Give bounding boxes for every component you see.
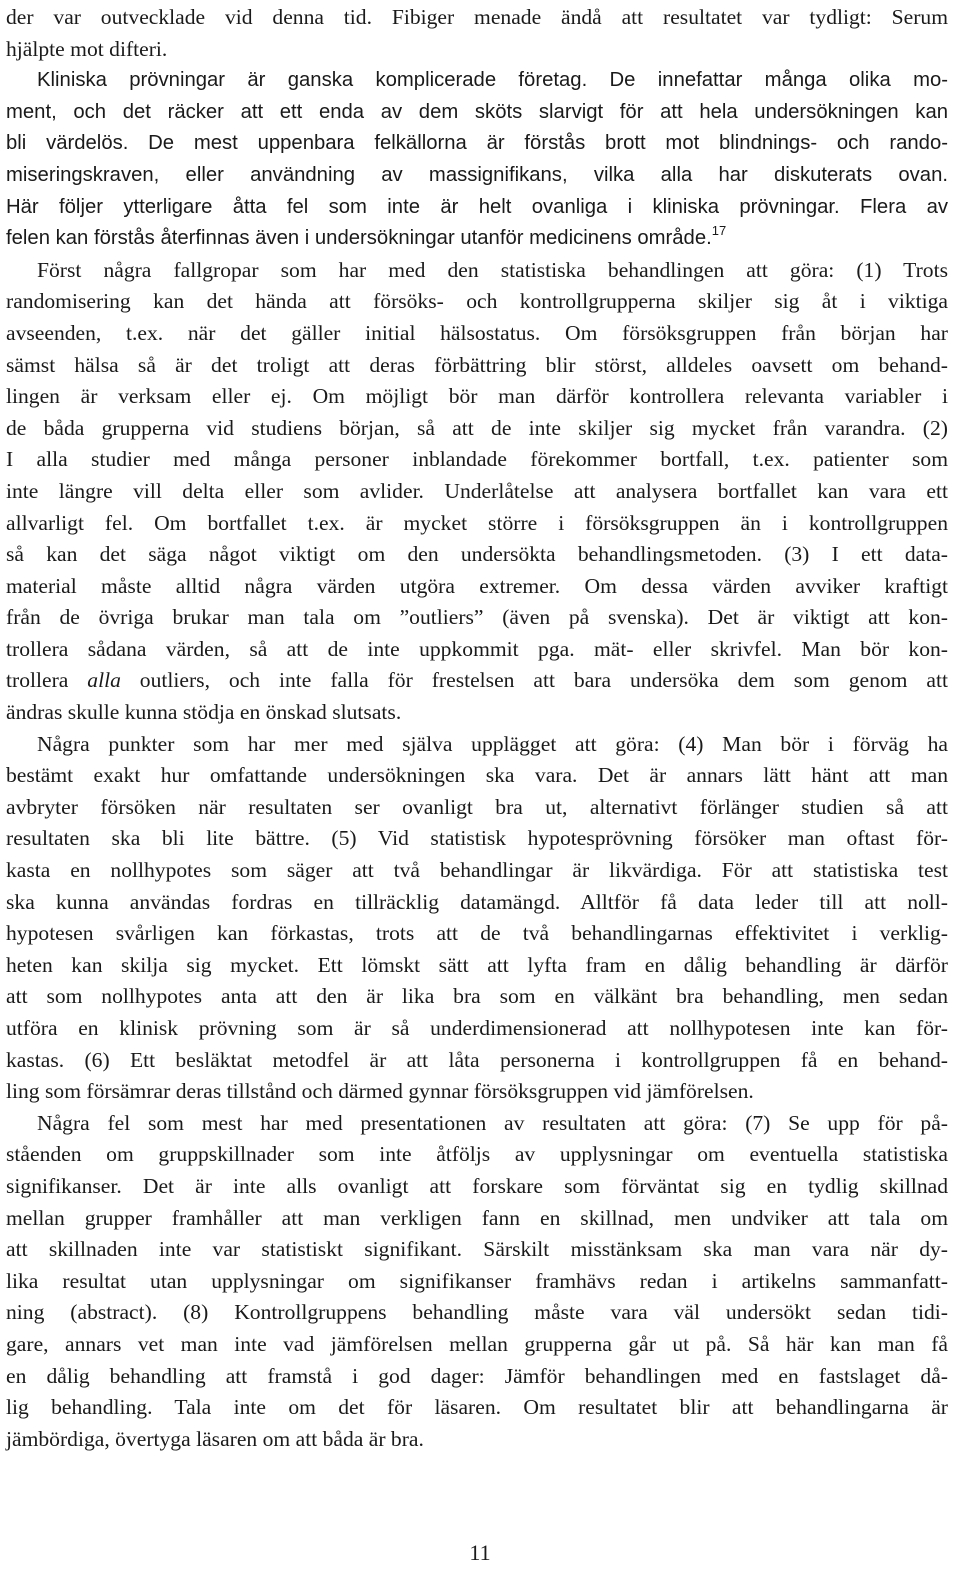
- text-line: heten kan skilja sig mycket. Ett lömskt sätt att lyfta fram en dålig behandling är därför: [6, 952, 948, 977]
- text-line: [6, 729, 948, 761]
- text-line: utföra en klinisk prövning som är så underdimensionerad att nollhypotesen inte kan för-: [6, 1016, 948, 1040]
- text-line: signifikanser. Det är inte alls ovanligt att forskare som förväntat sig en tydlig skillnad: [6, 1173, 948, 1198]
- text-line: [6, 665, 948, 697]
- text-line: miseringskraven, eller användning av massignifikans, vilka alla har diskuterats ovan.: [6, 163, 948, 186]
- paragraph: [6, 1108, 948, 1456]
- text-line: der var outvecklade vid denna tid. Fibiger menade ändå att resultatet var tydligt: Serum: [6, 5, 948, 29]
- text-segment: Några fel som mest har med presentationen av resultaten att göra: (7) Se upp för på-: [37, 1110, 948, 1135]
- text-line: [6, 65, 948, 97]
- text-line: jämbördiga, övertyga läsaren om att båda är bra.: [6, 1426, 424, 1451]
- text-line: avseenden, t.ex. när det gäller initial hälsostatus. Om försöksgruppen från början har: [6, 320, 948, 345]
- text-segment: felen kan förstås återfinnas även i undersökningar utanför medicinens område.: [6, 227, 712, 250]
- text-line: de båda grupperna vid studiens början, så att de inte skiljer sig mycket från varandra. (2): [6, 415, 948, 440]
- text-line: bli värdelös. De mest uppenbara felkällorna är förstås brott mot blindnings- och rando-: [6, 132, 948, 155]
- text-line: inte längre vill delta eller som avlider. Underlåtelse att analysera bortfallet kan vara ett: [6, 478, 948, 503]
- text-line: allvarligt fel. Om bortfallet t.ex. är mycket större i försöksgruppen än i kontrollgruppen: [6, 510, 948, 535]
- text-line: mellan grupper framhåller att man verkligen fann en skillnad, men undviker att tala om: [6, 1205, 948, 1230]
- text-line: bestämt exakt hur omfattande undersökningen ska vara. Det är annars lätt hänt att man: [6, 763, 948, 788]
- text-segment: Först några fallgropar som har med den statistiska behandlingen att göra: (1) Trots: [37, 257, 948, 282]
- text-line: från de övriga brukar man tala om ”outliers” (även på svenska). Det är viktigt att kon-: [6, 605, 948, 630]
- text-line: hjälpte mot difteri.: [6, 36, 168, 61]
- text-segment: Några punkter som har mer med själva upplägget att göra: (4) Man bör i förväg ha: [37, 731, 948, 756]
- text-segment: trollera: [6, 668, 88, 693]
- text-line: hypotesen svårligen kan förkastas, trots att de två behandlingarnas effektivitet i verklig-: [6, 921, 948, 946]
- text-line: lig behandling. Tala inte om det för läsaren. Om resultatet blir att behandlingarna är: [6, 1395, 948, 1420]
- text-line: att som nollhypotes anta att den är lika bra som en välkänt bra behandling, men sedan: [6, 984, 948, 1009]
- text-line: kastas. (6) Ett besläktat metodfel är att låta personerna i kontrollgruppen få en behand-: [6, 1047, 948, 1072]
- paragraph: [6, 65, 948, 255]
- text-line: ment, och det räcker att ett enda av dem sköts slarvigt för att hela undersökningen kan: [6, 100, 948, 123]
- text-segment: Kliniska prövningar är ganska komplicerade företag. De innefattar många olika mo-: [37, 69, 948, 92]
- footnote-reference: 17: [711, 223, 727, 239]
- text-line: [6, 1108, 948, 1140]
- text-line: gare, annars vet man inte vad jämförelsen mellan grupperna går ut på. Så här kan man få: [6, 1331, 948, 1356]
- text-line: ning (abstract). (8) Kontrollgruppens behandling måste vara väl undersökt sedan tidi-: [6, 1300, 948, 1325]
- text-line: [6, 255, 948, 287]
- text-line: Här följer ytterligare åtta fel som inte är helt ovanliga i kliniska prövningar. Flera av: [6, 195, 948, 218]
- text-line: sämst hälsa så är det troligt att deras förbättring blir störst, alldeles oavsett om behand-: [6, 352, 948, 377]
- text-segment: outliers, och inte falla för frestelsen att bara undersöka dem som genom att: [120, 668, 948, 693]
- paragraph: [6, 729, 948, 1108]
- page-number: 11: [469, 1540, 491, 1565]
- paragraph: [6, 2, 948, 65]
- emphasis-text: alla: [87, 668, 121, 693]
- text-line: resultaten ska bli lite bättre. (5) Vid statistisk hypotesprövning försöker man oftast för-: [6, 826, 948, 851]
- text-line: att skillnaden inte var statistiskt signifikant. Särskilt misstänksam ska man vara när dy-: [6, 1237, 948, 1262]
- text-line: material måste alltid några värden utgöra extremer. Om dessa värden avviker kraftigt: [6, 573, 948, 598]
- text-line: [6, 223, 948, 255]
- text-line: I alla studier med många personer inblandade förekommer bortfall, t.ex. patienter som: [6, 447, 948, 472]
- text-line: kasta en nollhypotes som säger att två behandlingar är likvärdiga. För att statistiska test: [6, 858, 948, 883]
- text-line: lika resultat utan upplysningar om signifikanser framhävs redan i artikelns sammanfatt-: [6, 1268, 948, 1293]
- text-line: ling som försämrar deras tillstånd och därmed gynnar försöksgruppen vid jämförelsen.: [6, 1079, 754, 1104]
- text-line: ska kunna användas fordras en tillräcklig datamängd. Alltför få data leder till att noll-: [6, 889, 948, 914]
- body-text: [6, 2, 948, 1455]
- text-line: avbryter försöken när resultaten ser ovanligt bra ut, alternativt förlänger studien så att: [6, 794, 948, 819]
- paragraph: [6, 255, 948, 729]
- text-line: lingen är verksam eller ej. Om möjligt bör man därför kontrollera relevanta variabler i: [6, 384, 948, 409]
- text-line: ståenden om gruppskillnader som inte åtföljs av upplysningar om eventuella statistiska: [6, 1142, 948, 1167]
- text-line: ändras skulle kunna stödja en önskad slutsats.: [6, 700, 402, 725]
- text-line: en dålig behandling att framstå i god dager: Jämför behandlingen med en fastslaget då-: [6, 1363, 948, 1388]
- text-line: randomisering kan det hända att försöks- och kontrollgrupperna skiljer sig åt i viktiga: [6, 289, 948, 314]
- text-line: så kan det säga något viktigt om den undersökta behandlingsmetoden. (3) I ett data-: [6, 542, 948, 567]
- text-line: trollera sådana värden, så att de inte uppkommit pga. mät- eller skrivfel. Man bör kon-: [6, 636, 948, 661]
